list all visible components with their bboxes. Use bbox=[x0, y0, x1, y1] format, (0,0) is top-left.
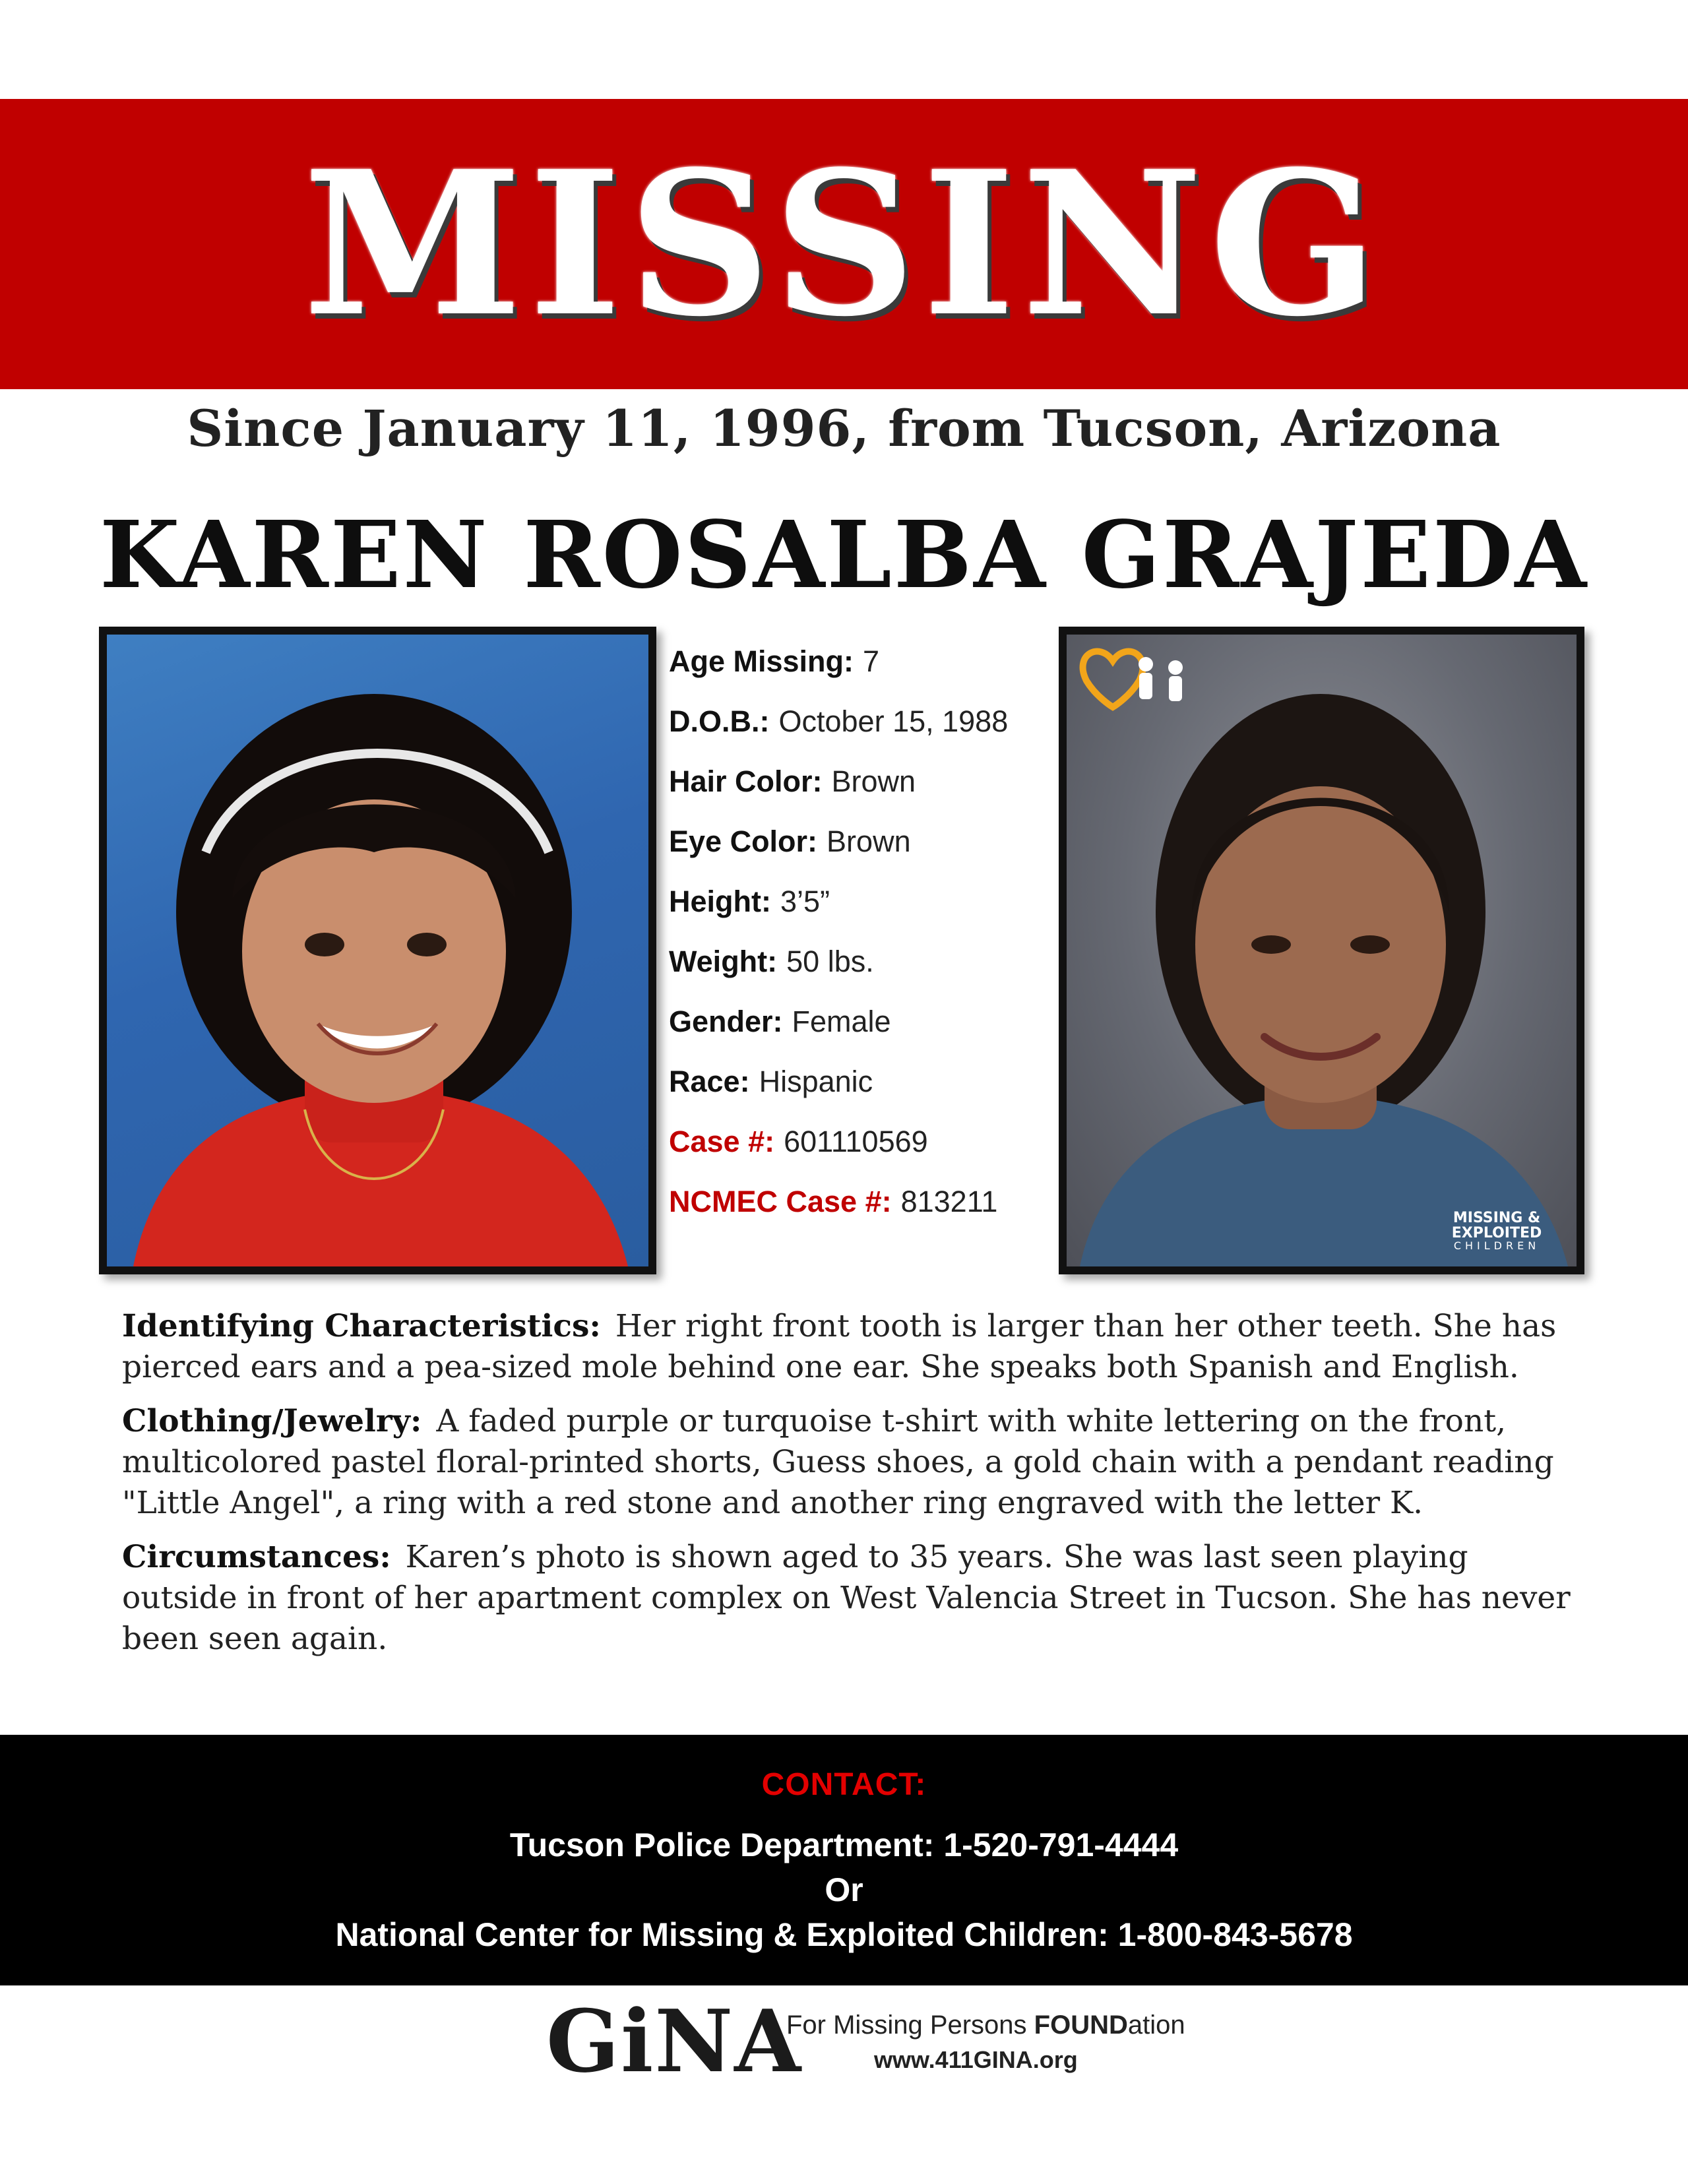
stat-value: 3’5” bbox=[780, 885, 830, 918]
identifying-text: Her right front tooth is larger than her other teeth. She has pierced ears and a pea-sized mole behind one ear. She speaks both Spanish and English. bbox=[122, 1308, 1557, 1385]
circumstances-label: Circumstances: bbox=[122, 1539, 391, 1575]
identifying-label: Identifying Characteristics: bbox=[122, 1308, 601, 1344]
stat-value: October 15, 1988 bbox=[778, 704, 1009, 738]
stat-label: Weight: bbox=[669, 945, 778, 978]
child-photo bbox=[99, 627, 656, 1274]
stat-label: Hair Color: bbox=[669, 764, 823, 798]
stat-value: 7 bbox=[863, 644, 880, 678]
stat-label: NCMEC Case #: bbox=[669, 1185, 892, 1218]
gina-tag-bold: FOUND bbox=[1034, 2011, 1128, 2040]
clothing-text: A faded purple or turquoise t-shirt with white lettering on the front, multicolored pastel floral-printed shorts, Guess shoes, a gold chain with a pendant reading "Little Angel", a ring with a red stone and another ring engraved with the letter K. bbox=[122, 1403, 1554, 1521]
circumstances bbox=[122, 1537, 1573, 1660]
stat-eye-color bbox=[669, 827, 1051, 887]
ncmec-logo-text bbox=[1427, 1210, 1566, 1252]
age-progressed-photo bbox=[1059, 627, 1584, 1274]
stat-race bbox=[669, 1067, 1051, 1127]
gina-tagline bbox=[786, 2011, 1185, 2040]
stat-value: Hispanic bbox=[759, 1065, 873, 1098]
missing-banner bbox=[0, 99, 1688, 389]
adult-portrait-icon bbox=[1067, 635, 1577, 1266]
stat-label: Eye Color: bbox=[669, 825, 818, 858]
stat-value: 50 lbs. bbox=[786, 945, 874, 978]
clothing-label: Clothing/Jewelry: bbox=[122, 1403, 422, 1439]
stat-label: D.O.B.: bbox=[669, 704, 770, 738]
gina-tag-prefix: For Missing Persons bbox=[786, 2011, 1034, 2040]
ncmec-logo-line: EXPLOITED bbox=[1451, 1225, 1542, 1242]
stat-label: Case #: bbox=[669, 1125, 775, 1158]
gina-tag-suffix: ation bbox=[1127, 2011, 1185, 2040]
ncmec-logo-icon bbox=[1067, 635, 1205, 714]
stat-label: Height: bbox=[669, 885, 771, 918]
gina-url: www.411GINA.org bbox=[874, 2046, 1078, 2073]
ncmec-logo-line: MISSING & bbox=[1453, 1210, 1541, 1227]
circumstances-text: Karen’s photo is shown aged to 35 years. She was last seen playing outside in front of her apartment complex on West Valencia Street in Tucson. She has never been seen again. bbox=[122, 1539, 1571, 1657]
contact-or: Or bbox=[825, 1871, 863, 1908]
contact-ncmec: National Center for Missing & Exploited Children: 1-800-843-5678 bbox=[335, 1916, 1353, 1953]
stat-value: 813211 bbox=[900, 1185, 998, 1218]
gina-footer bbox=[528, 1991, 1187, 2092]
person-name: KAREN ROSALBA GRAJEDA bbox=[99, 501, 1589, 609]
stat-label: Age Missing: bbox=[669, 644, 854, 678]
banner-title: MISSING bbox=[303, 127, 1385, 360]
stats-list bbox=[669, 646, 1051, 1247]
stat-ncmec-case-number bbox=[669, 1187, 1051, 1247]
stat-hair-color bbox=[669, 766, 1051, 827]
details-section bbox=[122, 1306, 1573, 1673]
contact-section bbox=[0, 1735, 1688, 1985]
gina-logo: GiNA bbox=[546, 1991, 803, 2092]
stat-weight bbox=[669, 947, 1051, 1007]
stat-label: Race: bbox=[669, 1065, 750, 1098]
stat-height bbox=[669, 887, 1051, 947]
stat-value: Female bbox=[792, 1005, 891, 1038]
stat-label: Gender: bbox=[669, 1005, 783, 1038]
stat-gender bbox=[669, 1007, 1051, 1067]
since-line: Since January 11, 1996, from Tucson, Arizona bbox=[187, 399, 1501, 458]
contact-tucson-police: Tucson Police Department: 1-520-791-4444 bbox=[509, 1826, 1179, 1863]
stat-case-number bbox=[669, 1127, 1051, 1187]
ncmec-logo-line: CHILDREN bbox=[1453, 1239, 1540, 1253]
stat-value: Brown bbox=[831, 764, 916, 798]
clothing-jewelry bbox=[122, 1401, 1573, 1524]
stat-value: 601110569 bbox=[784, 1125, 928, 1158]
stat-age-missing bbox=[669, 646, 1051, 706]
child-portrait-icon bbox=[107, 635, 648, 1266]
stat-dob bbox=[669, 706, 1051, 766]
contact-title: CONTACT: bbox=[761, 1767, 927, 1802]
stat-value: Brown bbox=[827, 825, 911, 858]
identifying-characteristics bbox=[122, 1306, 1573, 1388]
